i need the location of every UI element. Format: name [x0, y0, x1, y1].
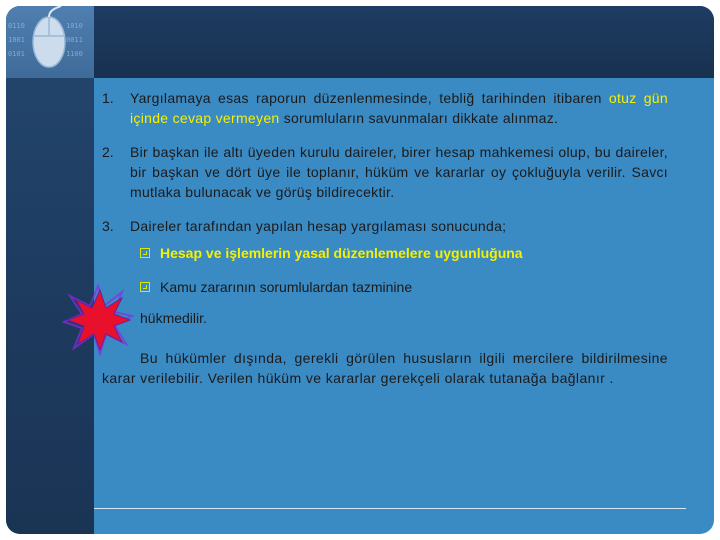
slide-content — [102, 88, 668, 388]
item-text: Daireler tarafından yapılan hesap yargılaması sonucunda; — [130, 218, 507, 234]
closing-paragraph: Bu hükümler dışında, gerekli görülen hususların ilgili mercilere bildirilmesine karar verilebilir. Verilen hüküm ve kararlar gerekçeli olarak tutanağa bağlanır . — [102, 350, 668, 386]
svg-text:1001: 1001 — [8, 36, 25, 44]
svg-text:0011: 0011 — [66, 36, 83, 44]
sub-item-text: Hesap ve işlemlerin yasal düzenlemelere uygunluğuna — [160, 245, 523, 261]
item-number: 2. — [102, 144, 114, 160]
list-item — [102, 142, 668, 202]
item-number: 1. — [102, 90, 114, 106]
sub-list-item — [140, 240, 668, 266]
computer-mouse-logo-icon — [6, 6, 94, 78]
checkbox-bullet-icon — [140, 282, 150, 292]
list-item — [102, 216, 668, 236]
item-number: 3. — [102, 218, 114, 234]
bottom-divider — [94, 508, 686, 509]
sub-item-text: Kamu zararının sorumlulardan tazminine — [160, 279, 413, 295]
svg-text:0110: 0110 — [8, 22, 25, 30]
svg-text:0101: 0101 — [8, 50, 25, 58]
sub-list-item — [140, 274, 668, 300]
item-text: Bir başkan ile altı üyeden kurulu daireler, birer hesap mahkemesi olup, bu daireler, bir başkan ve dört üye ile toplanır, hüküm ve kararlar oy çokluğuyla verilir. Savcı mutlaka bulunacak ve görüş bildirecektir. — [130, 144, 668, 200]
highlighted-phrase: otuz gün içinde cevap vermeyen — [130, 90, 668, 126]
header-bar — [94, 6, 714, 78]
left-sidebar — [6, 6, 94, 534]
svg-text:1100: 1100 — [66, 50, 83, 58]
item-text-part: sorumluların savunmaları dikkate alınmaz. — [279, 110, 559, 126]
list-item — [102, 88, 668, 128]
conclusion-word: hükmedilir. — [140, 310, 207, 326]
item-text — [130, 88, 668, 128]
svg-text:1010: 1010 — [66, 22, 83, 30]
item-text-part: Yargılamaya esas raporun düzenlenmesinde, tebliğ tarihinden itibaren — [130, 90, 609, 106]
checkbox-bullet-icon — [140, 248, 150, 258]
